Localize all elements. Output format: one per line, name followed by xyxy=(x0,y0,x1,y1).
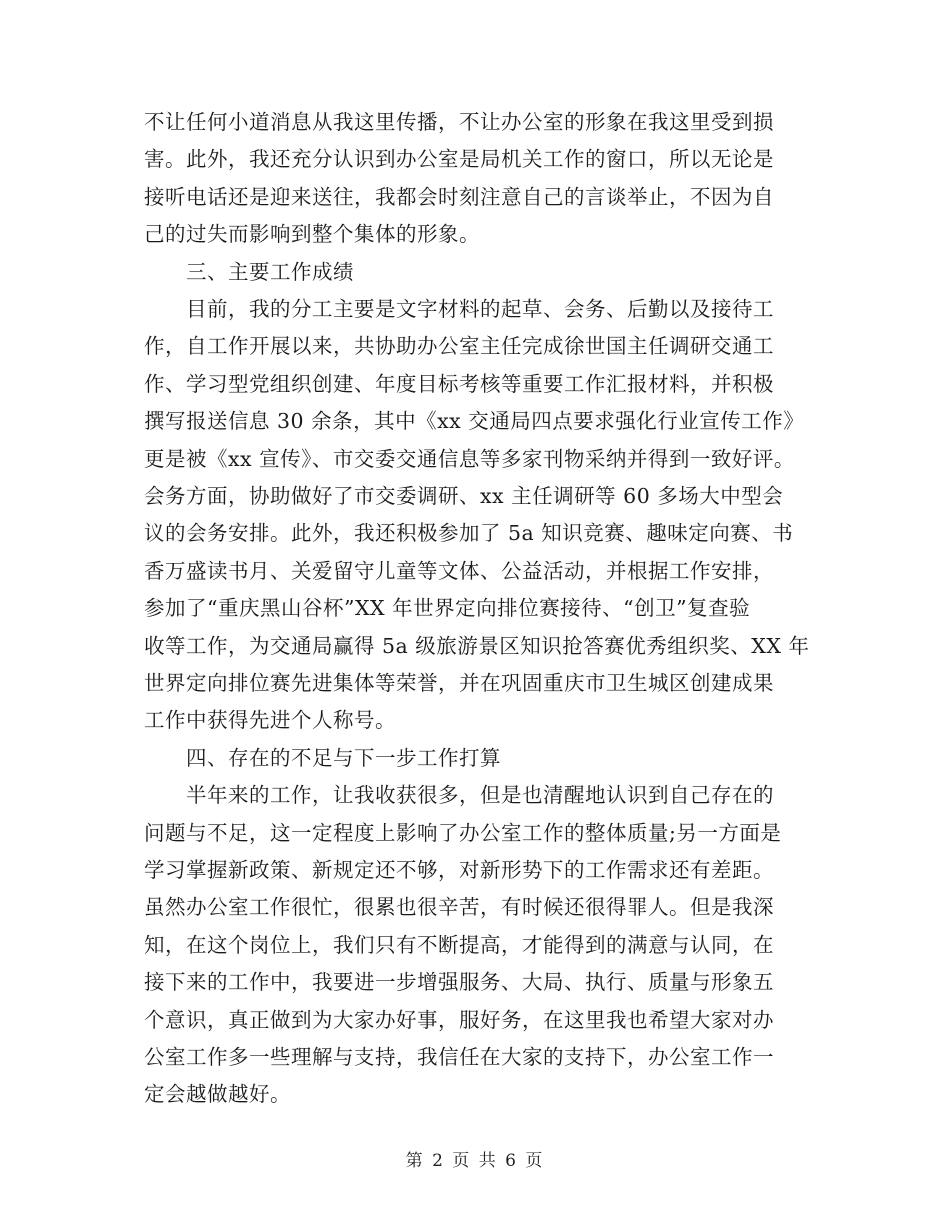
body-text-line: 撰写报送信息 30 余条，其中《xx 交通局四点要求强化行业宣传工作》 xyxy=(144,409,805,434)
body-text-line: 作，自工作开展以来，共协助办公室主任完成徐世国主任调研交通工 xyxy=(144,334,774,359)
body-text-line: 目前，我的分工主要是文字材料的起草、会务、后勤以及接待工 xyxy=(186,297,774,321)
body-text-line: 接下来的工作中，我要进一步增强服务、大局、执行、质量与形象五 xyxy=(144,970,774,995)
page-footer: 第 2 页 共 6 页 xyxy=(405,1151,545,1171)
body-text-line: 己的过失而影响到整个集体的形象。 xyxy=(144,222,480,247)
body-text-line: 参加了“重庆黑山谷杯”XX 年世界定向排位赛接待、“创卫”复查验 xyxy=(144,596,751,621)
body-text-line: 知，在这个岗位上，我们只有不断提高，才能得到的满意与认同，在 xyxy=(144,932,774,957)
body-text-line: 世界定向排位赛先进集体等荣誉，并在巩固重庆市卫生城区创建成果 xyxy=(144,671,774,695)
body-text-line: 虽然办公室工作很忙，很累也很辛苦，有时候还很得罪人。但是我深 xyxy=(144,895,774,920)
body-text-line: 接听电话还是迎来送往，我都会时刻注意自己的言谈举止，不因为自 xyxy=(144,184,774,209)
body-text-line: 问题与不足，这一定程度上影响了办公室工作的整体质量;另一方面是 xyxy=(144,820,782,845)
body-text-line: 半年来的工作，让我收获很多，但是也清醒地认识到自己存在的 xyxy=(186,783,774,808)
body-text-line: 不让任何小道消息从我这里传播，不让办公室的形象在我这里受到损 xyxy=(144,110,774,134)
body-text-line: 会务方面，协助做好了市交委调研、xx 主任调研等 60 多场大中型会 xyxy=(144,484,784,508)
body-text-line: 更是被《xx 宣传》、市交委交通信息等多家刊物采纳并得到一致好评。 xyxy=(144,446,795,471)
body-text-line: 香万盛读书月、关爱留守儿童等文体、公益活动，并根据工作安排， xyxy=(144,558,774,583)
body-text-line: 公室工作多一些理解与支持，我信任在大家的支持下，办公室工作一 xyxy=(144,1045,774,1069)
body-text-line: 学习掌握新政策、新规定还不够，对新形势下的工作需求还有差距。 xyxy=(144,858,774,882)
body-text-line: 害。此外，我还充分认识到办公室是局机关工作的窗口，所以无论是 xyxy=(144,147,774,172)
body-text-line: 作、学习型党组织创建、年度目标考核等重要工作汇报材料，并积极 xyxy=(144,371,774,396)
body-text-line: 议的会务安排。此外，我还积极参加了 5a 知识竞赛、趣味定向赛、书 xyxy=(144,521,794,546)
section-heading: 三、主要工作成绩 xyxy=(186,259,354,284)
body-text-line: 收等工作，为交通局赢得 5a 级旅游景区知识抢答赛优秀组织奖、XX 年 xyxy=(144,633,810,658)
section-heading: 四、存在的不足与下一步工作打算 xyxy=(186,745,501,770)
body-text-line: 工作中获得先进个人称号。 xyxy=(144,708,396,733)
body-text-line: 定会越做越好。 xyxy=(144,1082,291,1107)
body-text-line: 个意识，真正做到为大家办好事，服好务，在这里我也希望大家对办 xyxy=(144,1007,774,1032)
